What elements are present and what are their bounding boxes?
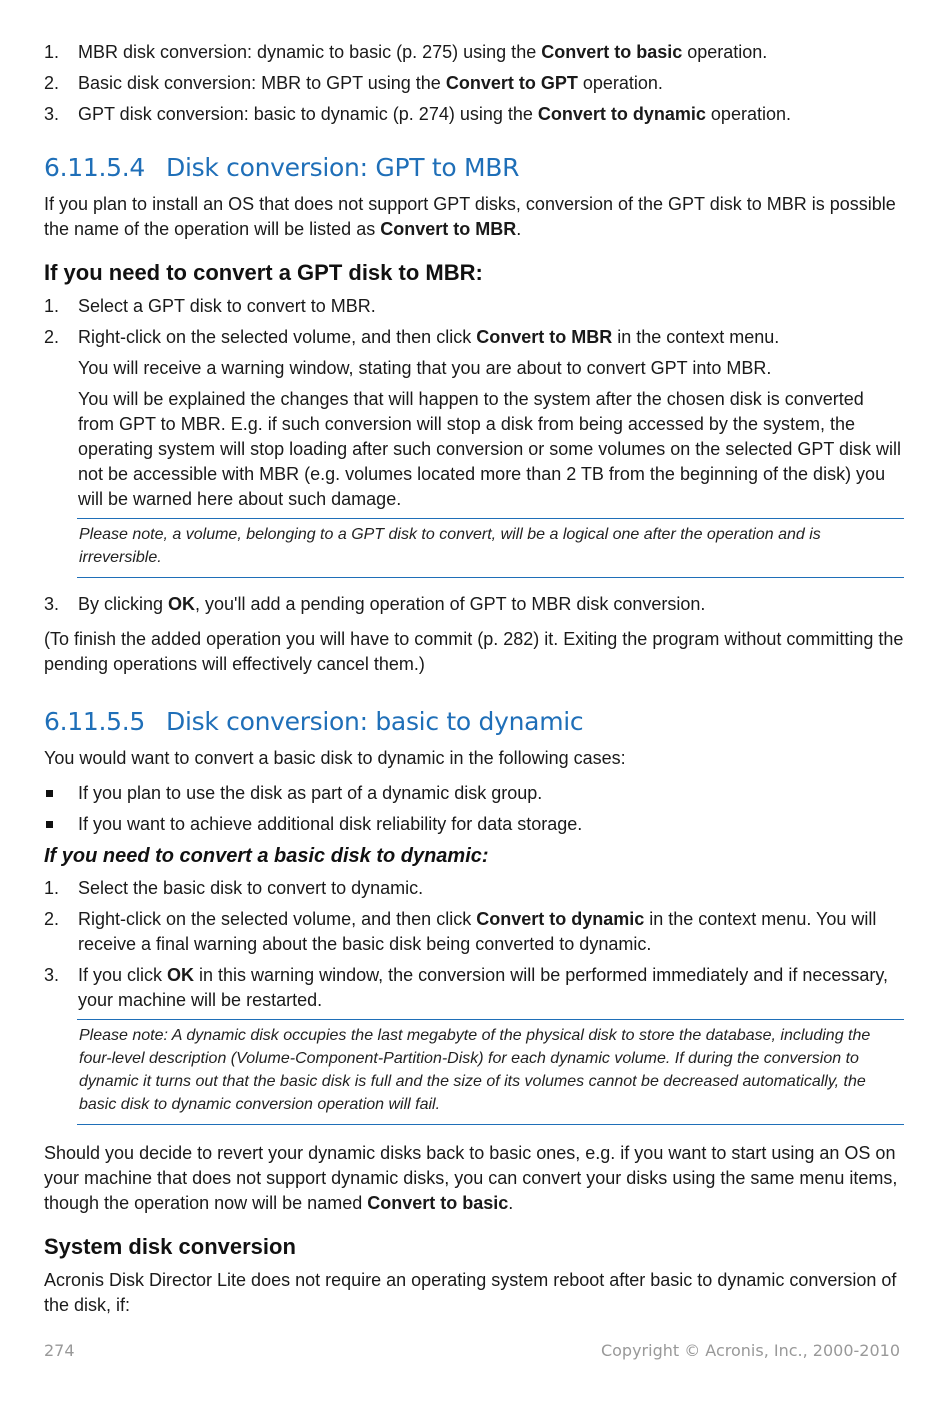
section-heading-basic-to-dynamic bbox=[44, 707, 904, 736]
step-text: Right-click on the selected volume, and then click bbox=[78, 909, 477, 929]
step-item bbox=[44, 907, 904, 957]
step-text: Select a GPT disk to convert to MBR. bbox=[78, 296, 376, 316]
list-bold: Convert to GPT bbox=[445, 73, 578, 93]
step-text: If you click bbox=[78, 965, 168, 985]
list-number: 1. bbox=[44, 42, 60, 62]
step-text: Right-click on the selected volume, and then click bbox=[78, 327, 477, 347]
steps-gpt-to-mbr-cont bbox=[44, 592, 904, 617]
step-text: in the context menu. bbox=[612, 327, 780, 347]
step-item bbox=[44, 592, 904, 617]
step-bold: Convert to dynamic bbox=[476, 909, 645, 929]
bullet-text: If you want to achieve additional disk reliability for data storage. bbox=[78, 814, 583, 834]
step-item bbox=[44, 963, 904, 1013]
section-intro: You would want to convert a basic disk to dynamic in the following cases: bbox=[44, 748, 626, 768]
section-title: Disk conversion: GPT to MBR bbox=[166, 153, 520, 182]
copyright-text: Copyright © Acronis, Inc., 2000-2010 bbox=[600, 1341, 900, 1360]
step-paragraph: You will be explained the changes that will happen to the system after the chosen disk is converted from GPT to MBR. E.g. if such conversion will stop a disk from being accessed by the system, the operating system will stop loading after such conversion or some volumes on the selected GPT disk will not be accessible with MBR (e.g. volumes located more than 2 TB from the beginning of the disk) you will be warned here about such damage. bbox=[78, 389, 902, 509]
outro-paragraph: (To finish the added operation you will have to commit (p. 282) it. Exiting the program without committing the pending operations will effectively cancel them.) bbox=[44, 629, 904, 674]
bullet-text: If you plan to use the disk as part of a dynamic disk group. bbox=[78, 783, 543, 803]
bullet-icon bbox=[46, 821, 53, 828]
list-number: 3. bbox=[44, 104, 60, 124]
list-text: MBR disk conversion: dynamic to basic (p. 275) using the bbox=[78, 42, 542, 62]
step-number: 1. bbox=[44, 878, 60, 898]
document-page bbox=[44, 40, 904, 1326]
section-heading-gpt-to-mbr bbox=[44, 153, 904, 182]
bullet-icon bbox=[46, 790, 53, 797]
section-number: 6.11.5.5 bbox=[44, 707, 145, 736]
step-item bbox=[44, 325, 904, 512]
intro-bold: Convert to MBR bbox=[380, 219, 517, 239]
step-number: 3. bbox=[44, 965, 60, 985]
list-bold: Convert to dynamic bbox=[537, 104, 706, 124]
subheading-system-disk: System disk conversion bbox=[44, 1234, 296, 1259]
revert-paragraph bbox=[44, 1141, 904, 1216]
step-bold: Convert to MBR bbox=[476, 327, 613, 347]
step-item bbox=[44, 294, 904, 319]
step-text: in the context menu. You will receive a final warning about the basic disk being converted to dynamic. bbox=[78, 909, 877, 954]
subheading-convert-gpt: If you need to convert a GPT disk to MBR: bbox=[44, 260, 483, 285]
section-number: 6.11.5.4 bbox=[44, 153, 145, 182]
page-number: 274 bbox=[44, 1341, 75, 1360]
step-text: Select the basic disk to convert to dynamic. bbox=[78, 878, 424, 898]
intro-text: . bbox=[516, 219, 522, 239]
step-bold: OK bbox=[167, 965, 195, 985]
list-item bbox=[44, 40, 904, 65]
step-bold: OK bbox=[168, 594, 196, 614]
conversion-list bbox=[44, 40, 904, 127]
step-item bbox=[44, 876, 904, 901]
section-intro bbox=[44, 192, 904, 242]
list-number: 2. bbox=[44, 73, 60, 93]
step-text: By clicking bbox=[78, 594, 169, 614]
section-title: Disk conversion: basic to dynamic bbox=[166, 707, 584, 736]
page-footer bbox=[44, 1341, 900, 1360]
steps-basic-to-dynamic bbox=[44, 876, 904, 1013]
step-text: , you'll add a pending operation of GPT to MBR disk conversion. bbox=[195, 594, 706, 614]
revert-text: Should you decide to revert your dynamic disks back to basic ones, e.g. if you want to start using an OS on your machine that does not support dynamic disks, you can convert your disks using the same menu items, though the operation now will be named bbox=[44, 1143, 898, 1213]
list-text: Basic disk conversion: MBR to GPT using the bbox=[78, 73, 446, 93]
step-number: 1. bbox=[44, 296, 60, 316]
list-text: GPT disk conversion: basic to dynamic (p. 274) using the bbox=[78, 104, 538, 124]
system-paragraph: Acronis Disk Director Lite does not require an operating system reboot after basic to dynamic conversion of the disk, if: bbox=[44, 1270, 897, 1315]
bullet-item bbox=[44, 812, 904, 837]
list-text: operation. bbox=[705, 104, 791, 124]
list-item bbox=[44, 102, 904, 127]
list-bold: Convert to basic bbox=[541, 42, 683, 62]
bullet-item bbox=[44, 781, 904, 806]
step-text: in this warning window, the conversion will be performed immediately and if necessary, your machine will be restarted. bbox=[78, 965, 889, 1010]
revert-bold: Convert to basic bbox=[367, 1193, 509, 1213]
step-number: 2. bbox=[44, 909, 60, 929]
note-box: Please note, a volume, belonging to a GPT disk to convert, will be a logical one after the operation and is irreversible. bbox=[77, 518, 904, 578]
list-text: operation. bbox=[577, 73, 663, 93]
list-text: operation. bbox=[682, 42, 768, 62]
step-number: 3. bbox=[44, 594, 60, 614]
step-number: 2. bbox=[44, 327, 60, 347]
steps-gpt-to-mbr bbox=[44, 294, 904, 512]
intro-text: If you plan to install an OS that does not support GPT disks, conversion of the GPT disk to MBR is possible the name of the operation will be listed as bbox=[44, 194, 896, 239]
revert-text: . bbox=[508, 1193, 514, 1213]
step-paragraph: You will receive a warning window, stating that you are about to convert GPT into MBR. bbox=[78, 358, 772, 378]
list-item bbox=[44, 71, 904, 96]
subheading-convert-basic: If you need to convert a basic disk to dynamic: bbox=[44, 845, 489, 867]
bullet-list bbox=[44, 781, 904, 837]
note-box: Please note: A dynamic disk occupies the last megabyte of the physical disk to store the database, including the four-level description (Volume-Component-Partition-Disk) for each dynamic volume. If during the conversion to dynamic it turns out that the basic disk is full and the size of its volumes cannot be decreased automatically, the basic disk to dynamic conversion operation will fail. bbox=[77, 1019, 904, 1125]
